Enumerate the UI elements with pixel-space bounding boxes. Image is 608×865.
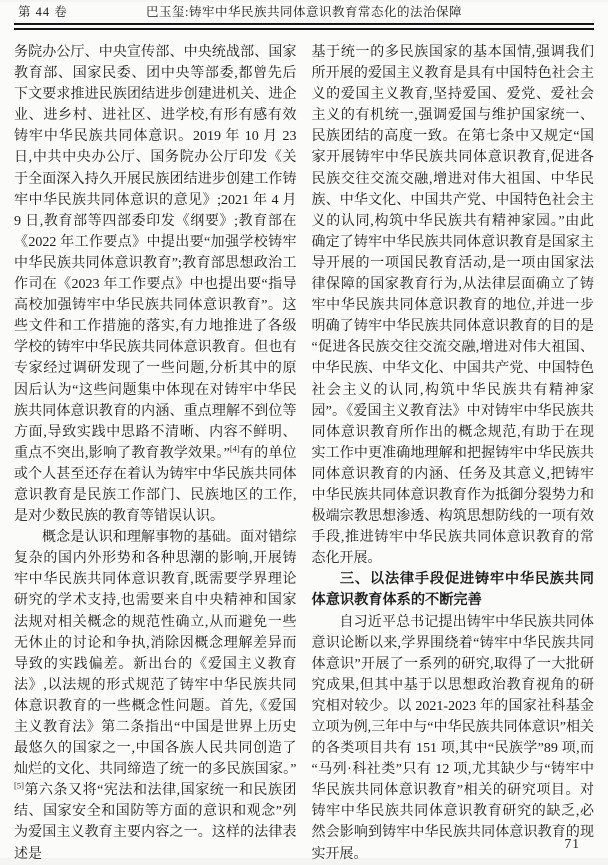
citation-ref: [5] [14, 780, 24, 791]
right-column [312, 42, 595, 865]
paragraph: 自习近平总书记提出铸牢中华民族共同体意识论断以来,学界围绕着“铸牢中华民族共同体意识”开展了一系列的研究,取得了一大批研究成果,但其中基于以思想政治教育视角的研究相对较少。以 2021-2023 年的国家社科基金立项为例,三年中与“中华民族共同体意识”相关的各类项目共有 151 项,其中“民族学”89 项,而“马列·科社类”只有 12 项,尤其缺少与“铸牢中华民族共同体意识教育”相关的研究项目。对铸牢中华民族共同体意识教育研究的缺乏,必然会影响到铸牢中华民族共同体意识教育的现实开展。 [311, 614, 594, 862]
header-double-rule [14, 23, 594, 30]
paragraph: 基于统一的多民族国家的基本国情,强调我们所开展的爱国主义教育是具有中国特色社会主义的爱国主义教育,坚持爱国、爱党、爱社会主义的有机统一,强调爱国与维护国家统一、民族团结的高度一致。在第七条中又规定“国家开展铸牢中华民族共同体意识教育,促进各民族交往交流交融,增进对伟大祖国、中华民族、中华文化、中国共产党、中国特色社会主义的认同,构筑中华民族共有精神家园。”由此确定了铸牢中华民族共同体意识教育是国家主导开展的一项国民教育活动,是一项由国家法律保障的国家教育行为,从法律层面确立了铸牢中华民族共同体意识教育的地位,并进一步明确了铸牢中华民族共同体意识教育的目的是“促进各民族交往交流交融,增进对伟大祖国、中华民族、中华文化、中国共产党、中国特色社会主义的认同,构筑中华民族共有精神家园”。《爱国主义教育法》中对铸牢中华民族共同体意识教育所作出的概念规范,有助于在现实工作中更准确地理解和把握铸牢中华民族共同体意识教育的内涵、任务及其意义,把铸牢中华民族共同体意识教育作为抵御分裂势力和极端宗教思想渗透、构筑思想防线的一项有效手段,推进铸牢中华民族共同体意识教育的常态化开展。 [311, 45, 594, 567]
section-heading: 三、以法律手段促进铸牢中华民族共同体意识教育体系的不断完善 [311, 571, 594, 609]
left-column [14, 42, 297, 865]
page-number: 71 [564, 836, 580, 851]
running-title: 巴玉玺:铸牢中华民族共同体意识教育常态化的法治保障 [146, 5, 462, 19]
volume-label: 第 44 卷 [18, 5, 68, 19]
paragraph: 概念是认识和理解事物的基础。面对错综复杂的国内外形势和各种思潮的影响,开展铸牢中华民族共同体意识教育,既需要学界理论研究的学术支持,也需要来自中央精神和国家法规对相关概念的规范性确立,从而避免一些无休止的讨论和争执,消除因概念理解差异而导致的实践偏差。新出台的《爱国主义教育法》,以法规的形式规范了铸牢中华民族共同体意识教育的一些概念性问题。首先,《爱国主义教育法》第二条指出“中国是世界上历史最悠久的国家之一,中国各族人民共同创造了灿烂的文化、共同缔造了统一的多民族国家。”[5]第六条又将“宪法和法律,国家统一和民族团结、国家安全和国防等方面的意识和观念”列为爱国主义教育主要内容之一。这样的法律表述是 [14, 530, 297, 862]
paragraph: 务院办公厅、中央宣传部、中央统战部、国家教育部、国家民委、团中央等部委,都曾先后下文要求推进民族团结进步创建进机关、进企业、进乡村、进社区、进学校,有形有感有效铸牢中华民族共同体意识。2019 年 10 月 23 日,中共中央办公厅、国务院办公厅印发《关于全面深入持久开展民族团结进步创建工作铸牢中华民族共同体意识的意见》;2021 年 4 月 9 日,教育部等四部委印发《纲要》;教育部在《2022 年工作要点》中提出要“加强学校铸牢中华民族共同体意识教育”;教育部思想政治工作司在《2023 年工作要点》中也提出要“指导高校加强铸牢中华民族共同体意识教育”。这些文件和工作措施的落实,有力地推进了各级学校的铸牢中华民族共同体意识教育。但也有专家经过调研发现了一些问题,分析其中的原因后认为“这些问题集中体现在对铸牢中华民族共同体意识教育的内涵、重点理解不到位等方面,导致实践中思路不清晰、内容不鲜明、重点不突出,影响了教育教学效果。”[4]有的单位或个人甚至还存在着认为铸牢中华民族共同体意识教育是民族工作部门、民族地区的工作,是对少数民族的教育等错误认识。 [14, 45, 297, 525]
citation-ref: [4] [229, 443, 240, 454]
text-columns [0, 30, 608, 865]
running-head [14, 2, 594, 22]
journal-page [0, 2, 608, 862]
